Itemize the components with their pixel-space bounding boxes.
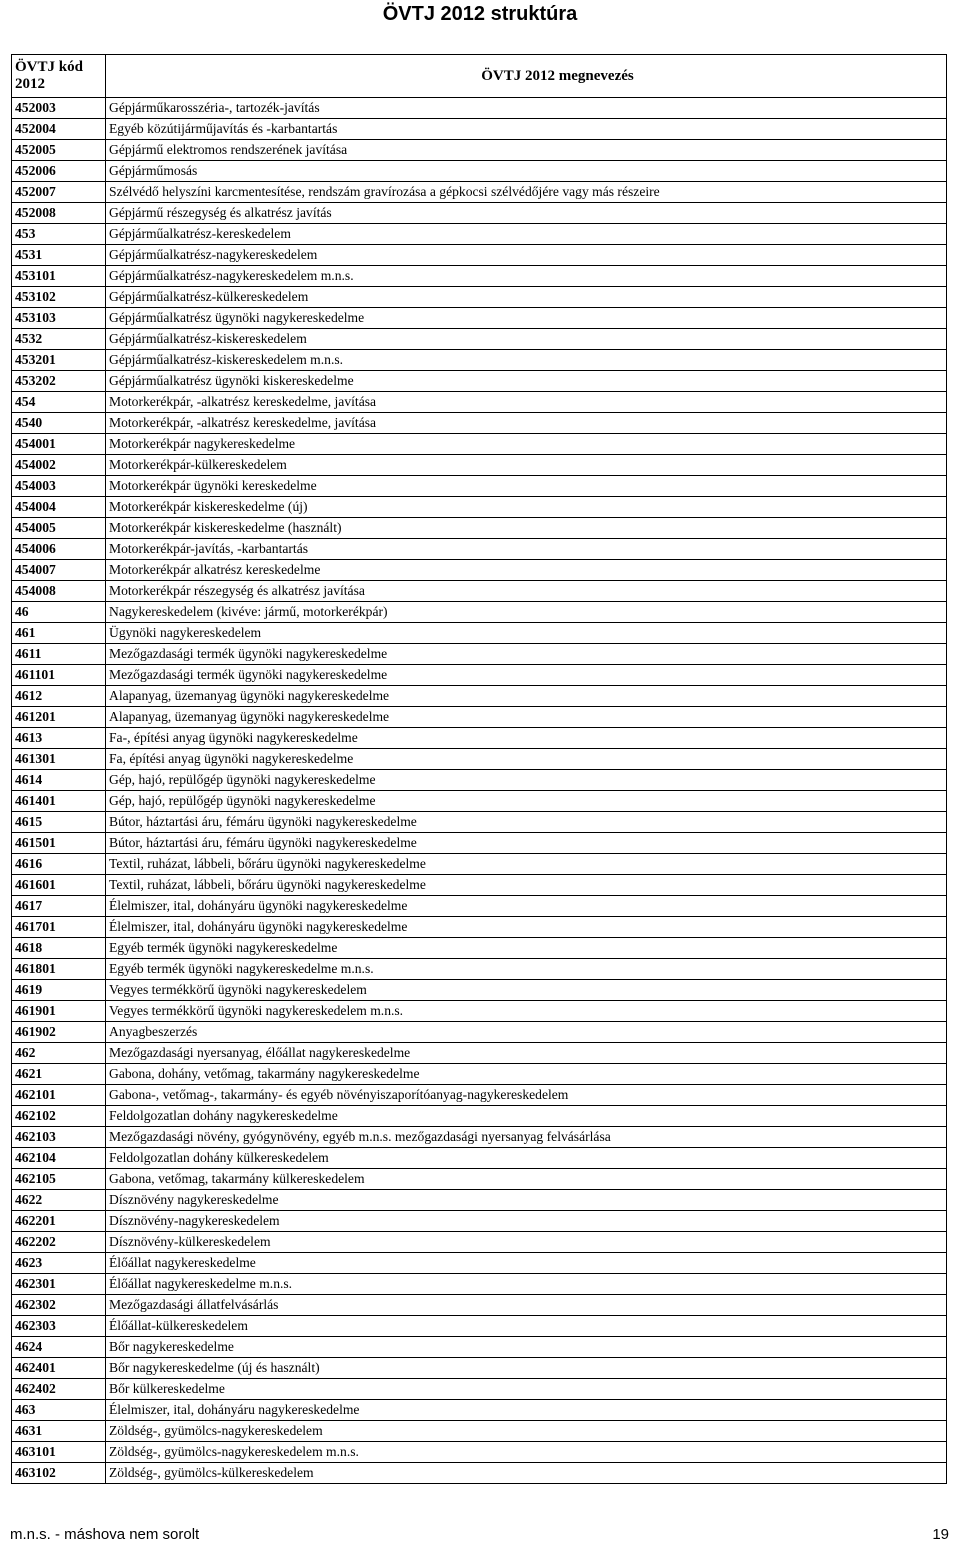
table-row [12, 959, 947, 980]
activity-code: 462302 [12, 1295, 106, 1316]
activity-name: Zöldség-, gyümölcs-nagykereskedelem [106, 1421, 947, 1442]
table-row [12, 1085, 947, 1106]
activity-code: 461601 [12, 875, 106, 896]
activity-code: 454 [12, 392, 106, 413]
activity-name: Dísznövény-nagykereskedelem [106, 1211, 947, 1232]
activity-name: Gépjárműalkatrész-kereskedelem [106, 224, 947, 245]
activity-code: 454003 [12, 476, 106, 497]
activity-name: Motorkerékpár részegység és alkatrész javítása [106, 581, 947, 602]
activity-code: 4631 [12, 1421, 106, 1442]
activity-name: Zöldség-, gyümölcs-nagykereskedelem m.n.s. [106, 1442, 947, 1463]
activity-name: Bőr nagykereskedelme [106, 1337, 947, 1358]
table-row [12, 917, 947, 938]
code-column-header [12, 55, 106, 98]
activity-code: 4623 [12, 1253, 106, 1274]
table-row [12, 1106, 947, 1127]
activity-name: Bőr nagykereskedelme (új és használt) [106, 1358, 947, 1379]
activity-name: Gabona-, vetőmag-, takarmány- és egyéb növényiszaporítóanyag-nagykereskedelem [106, 1085, 947, 1106]
table-row [12, 833, 947, 854]
table-row [12, 896, 947, 917]
activity-name: Gépjárműalkatrész-kiskereskedelem [106, 329, 947, 350]
table-row [12, 1001, 947, 1022]
activity-name: Motorkerékpár-javítás, -karbantartás [106, 539, 947, 560]
activity-name: Fa, építési anyag ügynöki nagykereskedelme [106, 749, 947, 770]
activity-code: 452005 [12, 140, 106, 161]
table-row [12, 1421, 947, 1442]
activity-code: 461401 [12, 791, 106, 812]
activity-code: 4540 [12, 413, 106, 434]
activity-code: 4615 [12, 812, 106, 833]
activity-code: 454008 [12, 581, 106, 602]
activity-name: Feldolgozatlan dohány nagykereskedelme [106, 1106, 947, 1127]
table-row [12, 1442, 947, 1463]
table-row [12, 1211, 947, 1232]
activity-code: 453 [12, 224, 106, 245]
name-header-label: ÖVTJ 2012 megnevezés [481, 67, 634, 84]
activity-name: Anyagbeszerzés [106, 1022, 947, 1043]
table-row [12, 434, 947, 455]
activity-code: 4616 [12, 854, 106, 875]
table-row [12, 1274, 947, 1295]
activity-name: Gépjármű részegység és alkatrész javítás [106, 203, 947, 224]
table-row [12, 182, 947, 203]
table-row [12, 623, 947, 644]
activity-name: Motorkerékpár alkatrész kereskedelme [106, 560, 947, 581]
activity-name: Textil, ruházat, lábbeli, bőráru ügynöki nagykereskedelme [106, 875, 947, 896]
table-row [12, 1127, 947, 1148]
activity-code: 461701 [12, 917, 106, 938]
activity-name: Motorkerékpár, -alkatrész kereskedelme, javítása [106, 413, 947, 434]
activity-code: 453201 [12, 350, 106, 371]
table-row [12, 1463, 947, 1484]
activity-code: 462303 [12, 1316, 106, 1337]
activity-name: Bőr külkereskedelme [106, 1379, 947, 1400]
activity-name: Vegyes termékkörű ügynöki nagykereskedelem [106, 980, 947, 1001]
activity-name: Mezőgazdasági állatfelvásárlás [106, 1295, 947, 1316]
activity-name: Motorkerékpár nagykereskedelme [106, 434, 947, 455]
activity-code: 46 [12, 602, 106, 623]
table-row [12, 98, 947, 119]
table-row [12, 749, 947, 770]
table-row [12, 371, 947, 392]
activity-name: Alapanyag, üzemanyag ügynöki nagykereskedelme [106, 686, 947, 707]
activity-code: 454006 [12, 539, 106, 560]
table-row [12, 203, 947, 224]
table-row [12, 1358, 947, 1379]
activity-code: 462301 [12, 1274, 106, 1295]
activity-code: 4619 [12, 980, 106, 1001]
activity-name: Gép, hajó, repülőgép ügynöki nagykereskedelme [106, 791, 947, 812]
table-row [12, 707, 947, 728]
activity-code: 461801 [12, 959, 106, 980]
activity-name: Motorkerékpár kiskereskedelme (új) [106, 497, 947, 518]
activity-code: 462105 [12, 1169, 106, 1190]
activity-name: Fa-, építési anyag ügynöki nagykereskedelme [106, 728, 947, 749]
activity-code: 453102 [12, 287, 106, 308]
table-row [12, 455, 947, 476]
activity-name: Dísznövény-külkereskedelem [106, 1232, 947, 1253]
table-row [12, 791, 947, 812]
table-row [12, 1169, 947, 1190]
activity-code: 462402 [12, 1379, 106, 1400]
activity-code: 4532 [12, 329, 106, 350]
table-row [12, 938, 947, 959]
footer-note: m.n.s. - máshova nem sorolt [10, 1526, 200, 1543]
table-row [12, 665, 947, 686]
table-row [12, 350, 947, 371]
activity-code: 462103 [12, 1127, 106, 1148]
activity-name: Alapanyag, üzemanyag ügynöki nagykereskedelme [106, 707, 947, 728]
activity-name: Élelmiszer, ital, dohányáru ügynöki nagykereskedelme [106, 917, 947, 938]
activity-name: Mezőgazdasági termék ügynöki nagykereskedelme [106, 665, 947, 686]
table-row [12, 770, 947, 791]
activity-name: Gépjárműmosás [106, 161, 947, 182]
page-number: 19 [932, 1526, 949, 1543]
activity-name: Motorkerékpár kiskereskedelme (használt) [106, 518, 947, 539]
activity-name: Zöldség-, gyümölcs-külkereskedelem [106, 1463, 947, 1484]
activity-name: Motorkerékpár-külkereskedelem [106, 455, 947, 476]
activity-name: Élőállat-külkereskedelem [106, 1316, 947, 1337]
activity-code: 4621 [12, 1064, 106, 1085]
activity-code: 461902 [12, 1022, 106, 1043]
name-column-header [106, 55, 947, 98]
activity-code: 4614 [12, 770, 106, 791]
activity-code: 461501 [12, 833, 106, 854]
activity-code: 462201 [12, 1211, 106, 1232]
activity-code: 452006 [12, 161, 106, 182]
activity-name: Egyéb közútijárműjavítás és -karbantartás [106, 119, 947, 140]
activity-code: 454007 [12, 560, 106, 581]
activity-code: 4612 [12, 686, 106, 707]
table-row [12, 1022, 947, 1043]
activity-name: Gabona, vetőmag, takarmány külkereskedelem [106, 1169, 947, 1190]
activity-name: Egyéb termék ügynöki nagykereskedelme m.n.s. [106, 959, 947, 980]
activity-code: 462101 [12, 1085, 106, 1106]
activity-code: 453202 [12, 371, 106, 392]
activity-code: 4617 [12, 896, 106, 917]
activity-name: Mezőgazdasági nyersanyag, élőállat nagykereskedelme [106, 1043, 947, 1064]
activity-code: 462102 [12, 1106, 106, 1127]
table-row [12, 560, 947, 581]
activity-code: 462401 [12, 1358, 106, 1379]
activity-code: 4531 [12, 245, 106, 266]
code-header-line2: 2012 [15, 76, 45, 92]
activity-code: 452003 [12, 98, 106, 119]
activity-code: 461101 [12, 665, 106, 686]
table-row [12, 602, 947, 623]
activity-code: 452007 [12, 182, 106, 203]
table-row [12, 1400, 947, 1421]
table-row [12, 245, 947, 266]
activity-name: Ügynöki nagykereskedelem [106, 623, 947, 644]
table-row [12, 1148, 947, 1169]
code-header-line1: ÖVTJ kód [15, 59, 83, 75]
activity-code: 452004 [12, 119, 106, 140]
activity-name: Gépjárműalkatrész ügynöki nagykereskedelme [106, 308, 947, 329]
table-row [12, 1190, 947, 1211]
activity-code: 461201 [12, 707, 106, 728]
activity-code: 454001 [12, 434, 106, 455]
table-row [12, 980, 947, 1001]
activity-code: 4611 [12, 644, 106, 665]
activity-code: 461901 [12, 1001, 106, 1022]
activity-name: Gép, hajó, repülőgép ügynöki nagykereskedelme [106, 770, 947, 791]
table-row [12, 1043, 947, 1064]
page-title: ÖVTJ 2012 struktúra [382, 3, 578, 25]
activity-name: Mezőgazdasági növény, gyógynövény, egyéb m.n.s. mezőgazdasági nyersanyag felvásárlása [106, 1127, 947, 1148]
activity-name: Gépjárműalkatrész-nagykereskedelem m.n.s. [106, 266, 947, 287]
activity-name: Gépjárműalkatrész-külkereskedelem [106, 287, 947, 308]
activity-code: 461301 [12, 749, 106, 770]
table-row [12, 161, 947, 182]
table-header-row [12, 55, 947, 98]
activity-code: 462104 [12, 1148, 106, 1169]
table-row [12, 854, 947, 875]
activity-code: 454004 [12, 497, 106, 518]
activity-name: Szélvédő helyszíni karcmentesítése, rendszám gravírozása a gépkocsi szélvédőjére vagy más részeire [106, 182, 947, 203]
activity-name: Feldolgozatlan dohány külkereskedelem [106, 1148, 947, 1169]
activity-name: Motorkerékpár ügynöki kereskedelme [106, 476, 947, 497]
table-row [12, 1316, 947, 1337]
activity-code: 4622 [12, 1190, 106, 1211]
table-row [12, 1253, 947, 1274]
activity-name: Nagykereskedelem (kivéve: jármű, motorkerékpár) [106, 602, 947, 623]
table-row [12, 539, 947, 560]
activity-name: Bútor, háztartási áru, fémáru ügynöki nagykereskedelme [106, 833, 947, 854]
activity-code: 454002 [12, 455, 106, 476]
activity-code: 462202 [12, 1232, 106, 1253]
table-row [12, 812, 947, 833]
table-row [12, 728, 947, 749]
activity-name: Dísznövény nagykereskedelme [106, 1190, 947, 1211]
activity-name: Élőállat nagykereskedelme [106, 1253, 947, 1274]
activity-code: 453101 [12, 266, 106, 287]
activity-code: 4624 [12, 1337, 106, 1358]
table-row [12, 518, 947, 539]
table-row [12, 1232, 947, 1253]
table-body [12, 98, 947, 1484]
activity-code: 453103 [12, 308, 106, 329]
activity-code: 4618 [12, 938, 106, 959]
activity-name: Gabona, dohány, vetőmag, takarmány nagykereskedelme [106, 1064, 947, 1085]
activity-code: 454005 [12, 518, 106, 539]
table-row [12, 476, 947, 497]
table-row [12, 119, 947, 140]
table-row [12, 266, 947, 287]
table-row [12, 413, 947, 434]
table-row [12, 1064, 947, 1085]
table-row [12, 686, 947, 707]
activity-name: Gépjárműalkatrész-nagykereskedelem [106, 245, 947, 266]
table-row [12, 224, 947, 245]
activity-name: Élőállat nagykereskedelme m.n.s. [106, 1274, 947, 1295]
activity-name: Gépjárműalkatrész-kiskereskedelem m.n.s. [106, 350, 947, 371]
activity-code-table [11, 54, 947, 1484]
activity-name: Élelmiszer, ital, dohányáru ügynöki nagykereskedelme [106, 896, 947, 917]
activity-name: Gépjármű elektromos rendszerének javítása [106, 140, 947, 161]
table-row [12, 392, 947, 413]
activity-code: 4613 [12, 728, 106, 749]
table-row [12, 581, 947, 602]
table-row [12, 1295, 947, 1316]
activity-name: Mezőgazdasági termék ügynöki nagykereskedelme [106, 644, 947, 665]
activity-code: 462 [12, 1043, 106, 1064]
table-row [12, 1337, 947, 1358]
table-row [12, 308, 947, 329]
activity-name: Egyéb termék ügynöki nagykereskedelme [106, 938, 947, 959]
activity-name: Gépjárműkarosszéria-, tartozék-javítás [106, 98, 947, 119]
table-row [12, 287, 947, 308]
table-row [12, 140, 947, 161]
table-row [12, 497, 947, 518]
table-row [12, 1379, 947, 1400]
activity-code: 452008 [12, 203, 106, 224]
activity-name: Élelmiszer, ital, dohányáru nagykereskedelme [106, 1400, 947, 1421]
activity-name: Motorkerékpár, -alkatrész kereskedelme, javítása [106, 392, 947, 413]
activity-name: Bútor, háztartási áru, fémáru ügynöki nagykereskedelme [106, 812, 947, 833]
activity-name: Textil, ruházat, lábbeli, bőráru ügynöki nagykereskedelme [106, 854, 947, 875]
activity-code: 461 [12, 623, 106, 644]
activity-code: 463 [12, 1400, 106, 1421]
activity-code: 463101 [12, 1442, 106, 1463]
activity-code: 463102 [12, 1463, 106, 1484]
table-row [12, 644, 947, 665]
activity-name: Vegyes termékkörű ügynöki nagykereskedelem m.n.s. [106, 1001, 947, 1022]
table-row [12, 329, 947, 350]
activity-name: Gépjárműalkatrész ügynöki kiskereskedelme [106, 371, 947, 392]
table-row [12, 875, 947, 896]
